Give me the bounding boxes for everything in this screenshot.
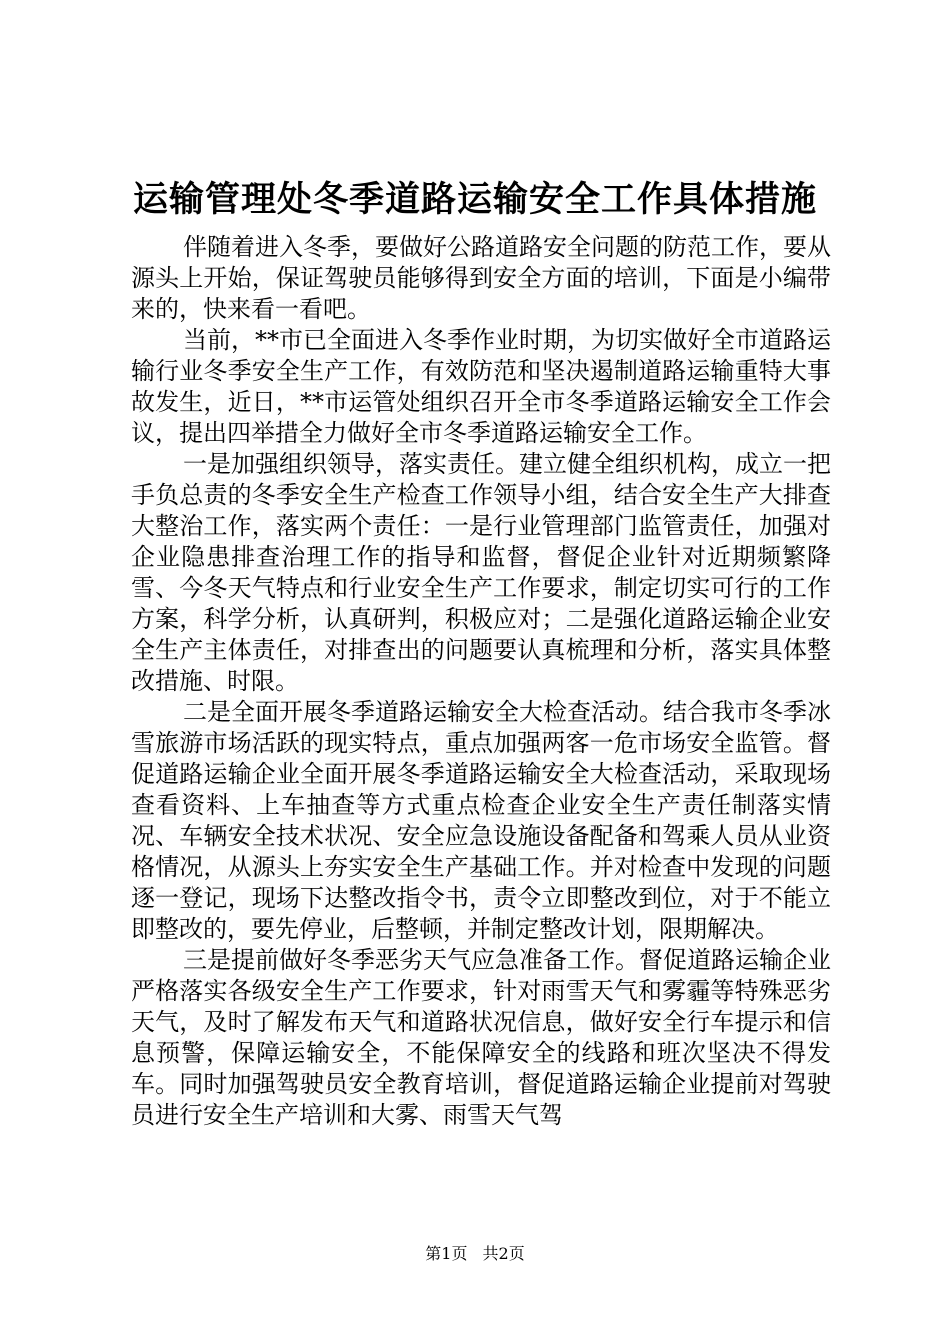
document-body bbox=[131, 232, 831, 1131]
paragraph-intro: 伴随着进入冬季，要做好公路道路安全问题的防范工作，要从源头上开始，保证驾驶员能够得到安全方面的培训，下面是小编带来的，快来看一看吧。 bbox=[131, 233, 831, 323]
paragraph-measure-2: 二是全面开展冬季道路运输安全大检查活动。结合我市冬季冰雪旅游市场活跃的现实特点，重点加强两客一危市场安全监管。督促道路运输企业全面开展冬季道路运输安全大检查活动，采取现场查看资料、上车抽查等方式重点检查企业安全生产责任制落实情况、车辆安全技术状况、安全应急设施设备配备和驾乘人员从业资格情况，从源头上夯实安全生产基础工作。并对检查中发现的问题逐一登记，现场下达整改指令书，责令立即整改到位，对于不能立即整改的，要先停业，后整顿，并制定整改计划，限期解决。 bbox=[131, 698, 831, 943]
paragraph-measure-1: 一是加强组织领导，落实责任。建立健全组织机构，成立一把手负总责的冬季安全生产检查工作领导小组，结合安全生产大排查大整治工作，落实两个责任：一是行业管理部门监管责任，加强对企业隐患排查治理工作的指导和监督，督促企业针对近期频繁降雪、今冬天气特点和行业安全生产工作要求，制定切实可行的工作方案，科学分析，认真研判，积极应对；二是强化道路运输企业安全生产主体责任，对排查出的问题要认真梳理和分析，落实具体整改措施、时限。 bbox=[131, 450, 831, 695]
paragraph-background: 当前，**市已全面进入冬季作业时期，为切实做好全市道路运输行业冬季安全生产工作，有效防范和坚决遏制道路运输重特大事故发生，近日，**市运管处组织召开全市冬季道路运输安全工作会议，提出四举措全力做好全市冬季道路运输安全工作。 bbox=[131, 326, 831, 447]
page-number: 第1页 bbox=[425, 1244, 468, 1263]
document-title: 运输管理处冬季道路运输安全工作具体措施 bbox=[132, 179, 817, 220]
page-total: 共2页 bbox=[482, 1244, 525, 1263]
page-footer bbox=[0, 1243, 950, 1265]
paragraph-measure-3: 三是提前做好冬季恶劣天气应急准备工作。督促道路运输企业严格落实各级安全生产工作要求，针对雨雪天气和雾霾等特殊恶劣天气，及时了解发布天气和道路状况信息，做好安全行车提示和信息预警，保障运输安全，不能保障安全的线路和班次坚决不得发车。同时加强驾驶员安全教育培训，督促道路运输企业提前对驾驶员进行安全生产培训和大雾、雨雪天气驾 bbox=[131, 946, 831, 1129]
